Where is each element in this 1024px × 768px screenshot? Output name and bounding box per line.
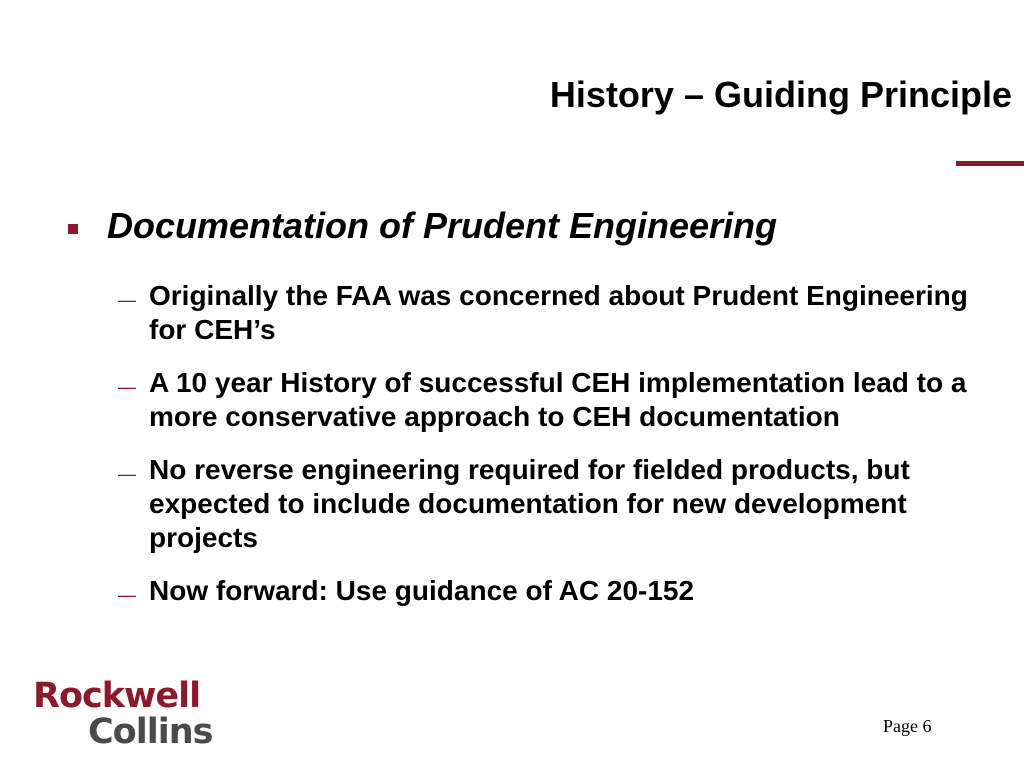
logo-line-rockwell: Rockwell (33, 676, 201, 716)
dash-bullet-icon: — (118, 464, 136, 484)
rockwell-collins-logo (33, 678, 212, 750)
sub-bullet-text: Now forward: Use guidance of AC 20-152 (149, 575, 695, 606)
sub-bullet (118, 574, 978, 614)
sub-bullet-text: No reverse engineering required for fielded products, but expected to include documentation for new development projects (149, 454, 910, 553)
sub-bullet-text: A 10 year History of successful CEH implementation lead to a more conservative approach to CEH documentation (149, 367, 967, 432)
main-bullet (68, 200, 777, 252)
sub-bullet-text: Originally the FAA was concerned about Prudent Engineering for CEH’s (149, 280, 968, 345)
square-bullet-icon (68, 224, 78, 234)
slide-title: History – Guiding Principle (549, 74, 1012, 115)
title-underline (956, 161, 1024, 166)
dash-bullet-icon: — (118, 377, 136, 397)
page-number: Page 6 (883, 716, 932, 736)
sub-bullet (118, 453, 978, 555)
main-bullet-text: Documentation of Prudent Engineering (107, 205, 778, 246)
logo-line-collins: Collins (88, 712, 213, 752)
dash-bullet-icon: — (118, 585, 136, 605)
sub-bullet (118, 366, 978, 434)
sub-bullet (118, 279, 978, 347)
dash-bullet-icon: — (118, 290, 136, 310)
sub-bullet-list (118, 279, 978, 633)
